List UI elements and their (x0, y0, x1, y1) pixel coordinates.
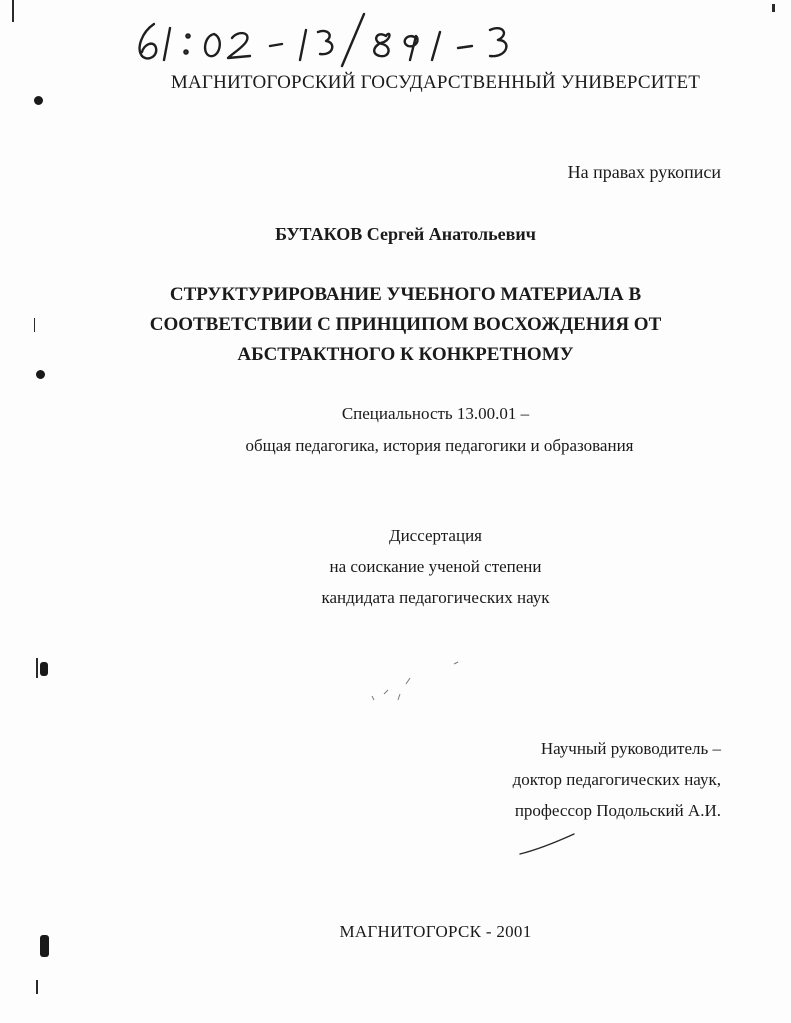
hole-punch-mark (34, 96, 43, 105)
rights-note: На правах рукописи (567, 162, 721, 182)
handwritten-archive-code (128, 8, 548, 68)
signature-stroke (518, 830, 578, 860)
hole-punch-mark (40, 662, 48, 676)
degree-name: кандидата педагогических наук (321, 588, 550, 607)
author-name: БУТАКОВ Сергей Анатольевич (275, 224, 536, 244)
handwritten-code-strokes (128, 8, 548, 68)
hole-punch-mark (36, 370, 45, 379)
specialty-code: Специальность 13.00.01 – (341, 404, 530, 423)
specialty-name: общая педагогика, история педагогики и образования (245, 436, 634, 455)
margin-mark (36, 658, 38, 678)
city-year: МАГНИТОГОРСК - 2001 (339, 922, 532, 941)
supervisor-name: профессор Подольский А.И. (514, 801, 721, 820)
thesis-title-line: АБСТРАКТНОГО К КОНКРЕТНОМУ (237, 344, 574, 365)
thesis-title-line: СТРУКТУРИРОВАНИЕ УЧЕБНОГО МАТЕРИАЛА В (169, 284, 642, 305)
supervisor-degree: доктор педагогических наук, (512, 770, 721, 789)
margin-mark (36, 980, 38, 994)
paper-specks (360, 660, 470, 750)
supervisor-role: Научный руководитель – (540, 739, 721, 758)
margin-mark (772, 4, 775, 12)
thesis-title-line: СООТВЕТСТВИИ С ПРИНЦИПОМ ВОСХОЖДЕНИЯ ОТ (149, 314, 662, 335)
degree-purpose: на соискание ученой степени (329, 557, 542, 576)
margin-mark (12, 0, 14, 22)
document-type: Диссертация (388, 526, 482, 545)
university-name: МАГНИТОГОРСКИЙ ГОСУДАРСТВЕННЫЙ УНИВЕРСИТЕТ (170, 72, 701, 93)
